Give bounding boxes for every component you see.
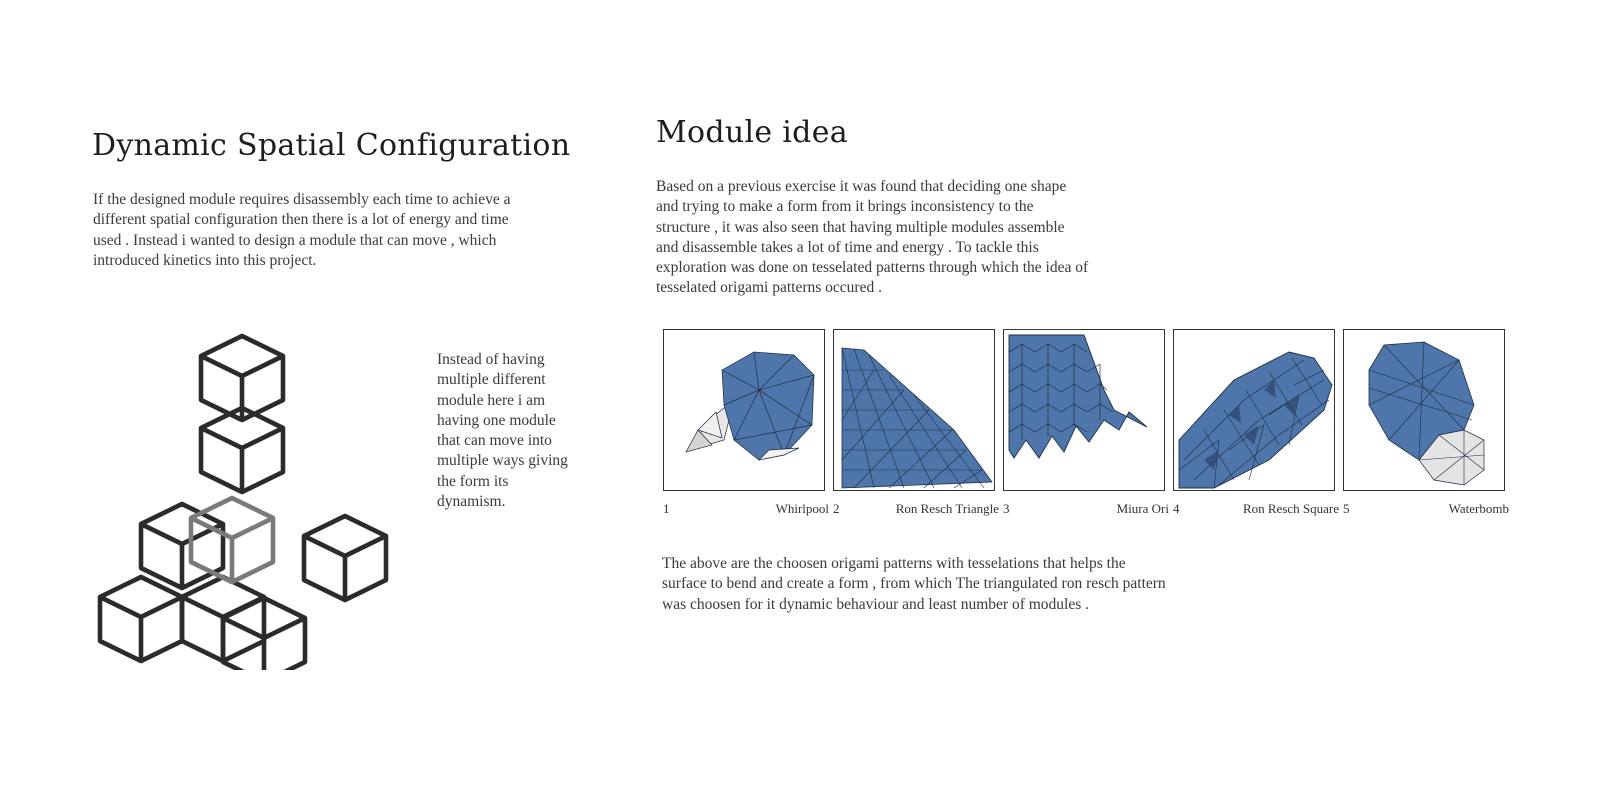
pattern-tile-ron-resch-square — [1173, 329, 1335, 491]
pattern-number: 4 — [1173, 501, 1180, 516]
cube-mid-left — [141, 504, 223, 588]
pattern-name: Whirlpool — [775, 501, 829, 516]
cube-detached — [304, 516, 386, 600]
pattern-tile-ron-resch-triangle — [833, 329, 995, 491]
intro-paragraph-right: Based on a previous exercise it was found that deciding one shape and trying to make a form from it brings inconsistency to the structure , it was also seen that having multiple modules assemble and disassemble takes a lot of time and energy . To tackle this exploration was done on tesselated patterns through which the idea of tesselated origami patterns occured . — [656, 178, 1089, 297]
pattern-caption-4 — [1173, 501, 1339, 519]
ron-resch-triangle-pattern-image — [834, 330, 994, 490]
pattern-number: 3 — [1003, 501, 1010, 516]
cube-cluster-illustration — [90, 330, 400, 670]
pattern-caption-1 — [663, 501, 829, 519]
pattern-name: Ron Resch Square — [1242, 501, 1339, 516]
intro-paragraph-left: If the designed module requires disassembly each time to achieve a different spatial configuration then there is a lot of energy and time used . Instead i wanted to design a module that can move , which introduced kinetics into this project. — [93, 191, 511, 269]
pattern-tile-waterbomb — [1343, 329, 1505, 491]
pattern-name: Ron Resch Triangle — [895, 501, 999, 516]
miura-ori-pattern-image — [1004, 330, 1164, 490]
waterbomb-pattern-image — [1344, 330, 1504, 490]
pattern-name: Waterbomb — [1448, 501, 1509, 516]
pattern-tile-miura-ori — [1003, 329, 1165, 491]
whirlpool-pattern-image — [664, 330, 824, 490]
side-note-paragraph: Instead of having multiple different module here i am having one module that can move into multiple ways giving the form its dynamism. — [437, 351, 568, 511]
conclusion-paragraph: The above are the choosen origami patterns with tesselations that helps the surface to bend and create a form , from which The triangulated ron resch pattern was choosen for it dynamic behaviour and least number of modules . — [662, 555, 1166, 613]
pattern-name: Miura Ori — [1116, 501, 1169, 516]
pattern-caption-2 — [833, 501, 999, 519]
pattern-caption-5 — [1343, 501, 1509, 519]
cube-bottom-left — [100, 577, 182, 661]
ron-resch-square-pattern-image — [1174, 330, 1334, 490]
pattern-number: 1 — [663, 501, 670, 516]
section-title-module-idea: Module idea — [656, 115, 848, 150]
section-title-dynamic-spatial: Dynamic Spatial Configuration — [92, 128, 571, 163]
pattern-caption-3 — [1003, 501, 1169, 519]
pattern-tile-whirlpool — [663, 329, 825, 491]
cube-moving-ghost — [191, 498, 273, 582]
cube-ghost — [191, 498, 273, 582]
pattern-number: 2 — [833, 501, 840, 516]
pattern-number: 5 — [1343, 501, 1350, 516]
